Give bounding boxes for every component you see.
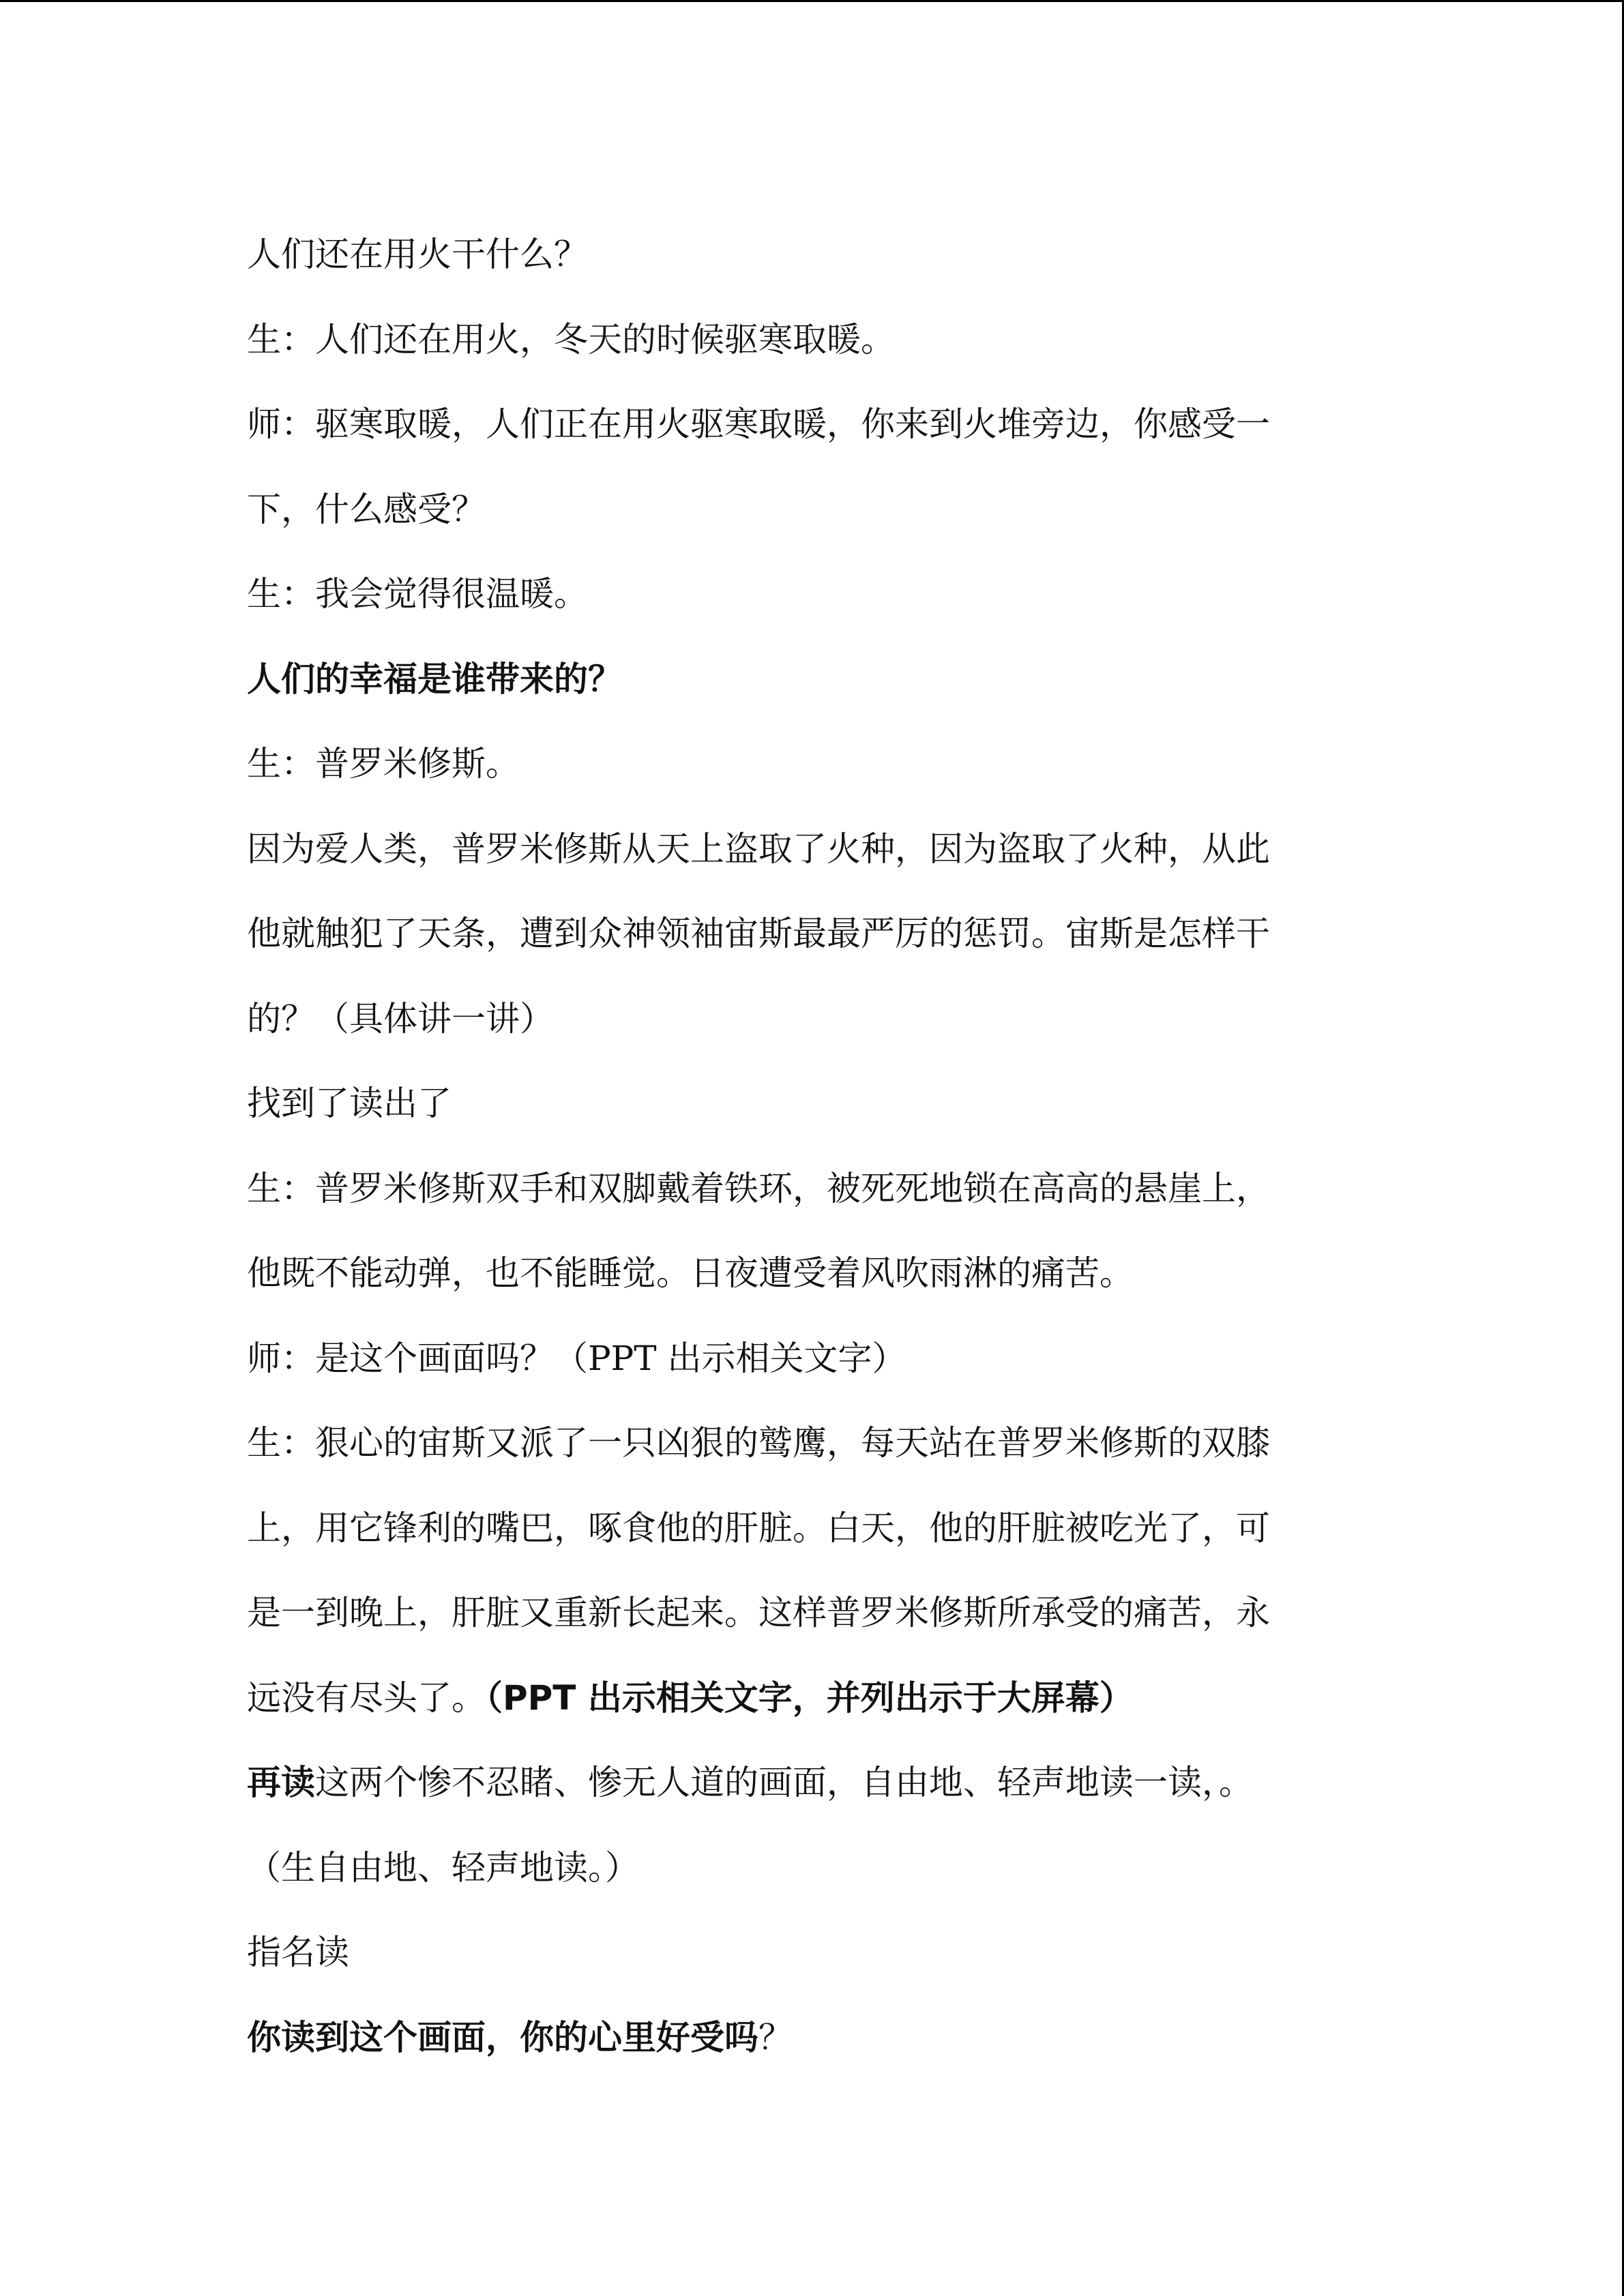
text-segment: ？ bbox=[758, 2017, 793, 2057]
text-line: 找到了读出了 bbox=[247, 1084, 452, 1123]
bold-lead-segment: 再读 bbox=[247, 1763, 315, 1802]
bold-question-line: 人们的幸福是谁带来的？ bbox=[247, 659, 622, 699]
mixed-line bbox=[247, 1740, 1365, 1825]
bold-note-segment: （PPT 出示相关文字，并列出示于大屏幕） bbox=[486, 1678, 1134, 1718]
text-line: 生：普罗米修斯双手和双脚戴着铁环，被死死地锁在高高的悬崖上， bbox=[247, 1168, 1270, 1208]
document-body bbox=[247, 212, 1365, 2080]
text-line: 因为爱人类，普罗米修斯从天上盗取了火种，因为盗取了火种，从此 bbox=[247, 829, 1270, 869]
text-segment: 远没有尽头了。 bbox=[247, 1678, 486, 1718]
text-line: 师：是这个画面吗？（PPT 出示相关文字） bbox=[247, 1338, 906, 1378]
text-segment: 这两个惨不忍睹、惨无人道的画面，自由地、轻声地读一读，。 bbox=[315, 1763, 1253, 1802]
text-line: 生：普罗米修斯。 bbox=[247, 744, 520, 784]
text-line: 上，用它锋利的嘴巴，啄食他的肝脏。白天，他的肝脏被吃光了，可 bbox=[247, 1508, 1270, 1548]
text-line: 生：狠心的宙斯又派了一只凶狠的鹫鹰，每天站在普罗米修斯的双膝 bbox=[247, 1423, 1270, 1463]
text-line: 生：我会觉得很温暖。 bbox=[247, 574, 588, 614]
text-line: 师：驱寒取暖，人们正在用火驱寒取暖，你来到火堆旁边，你感受一 bbox=[247, 404, 1270, 444]
text-line: 指名读 bbox=[247, 1933, 349, 1972]
text-line: 人们还在用火干什么？ bbox=[247, 235, 588, 274]
text-line: 下，什么感受？ bbox=[247, 489, 486, 529]
mixed-line bbox=[247, 1995, 1365, 2081]
bold-question-segment: 你读到这个画面，你的心里好受吗 bbox=[247, 2017, 758, 2057]
mixed-line bbox=[247, 1656, 1365, 1741]
text-line: 他就触犯了天条，遭到众神领袖宙斯最最严厉的惩罚。宙斯是怎样干 bbox=[247, 914, 1270, 953]
text-line: （生自由地、轻声地读。） bbox=[247, 1847, 639, 1888]
text-line: 是一到晚上，肝脏又重新长起来。这样普罗米修斯所承受的痛苦，永 bbox=[247, 1593, 1270, 1632]
text-line: 生：人们还在用火，冬天的时候驱寒取暖。 bbox=[247, 319, 895, 359]
text-line: 他既不能动弹，也不能睡觉。日夜遭受着风吹雨淋的痛苦。 bbox=[247, 1253, 1134, 1293]
text-line: 的？（具体讲一讲） bbox=[247, 998, 554, 1039]
